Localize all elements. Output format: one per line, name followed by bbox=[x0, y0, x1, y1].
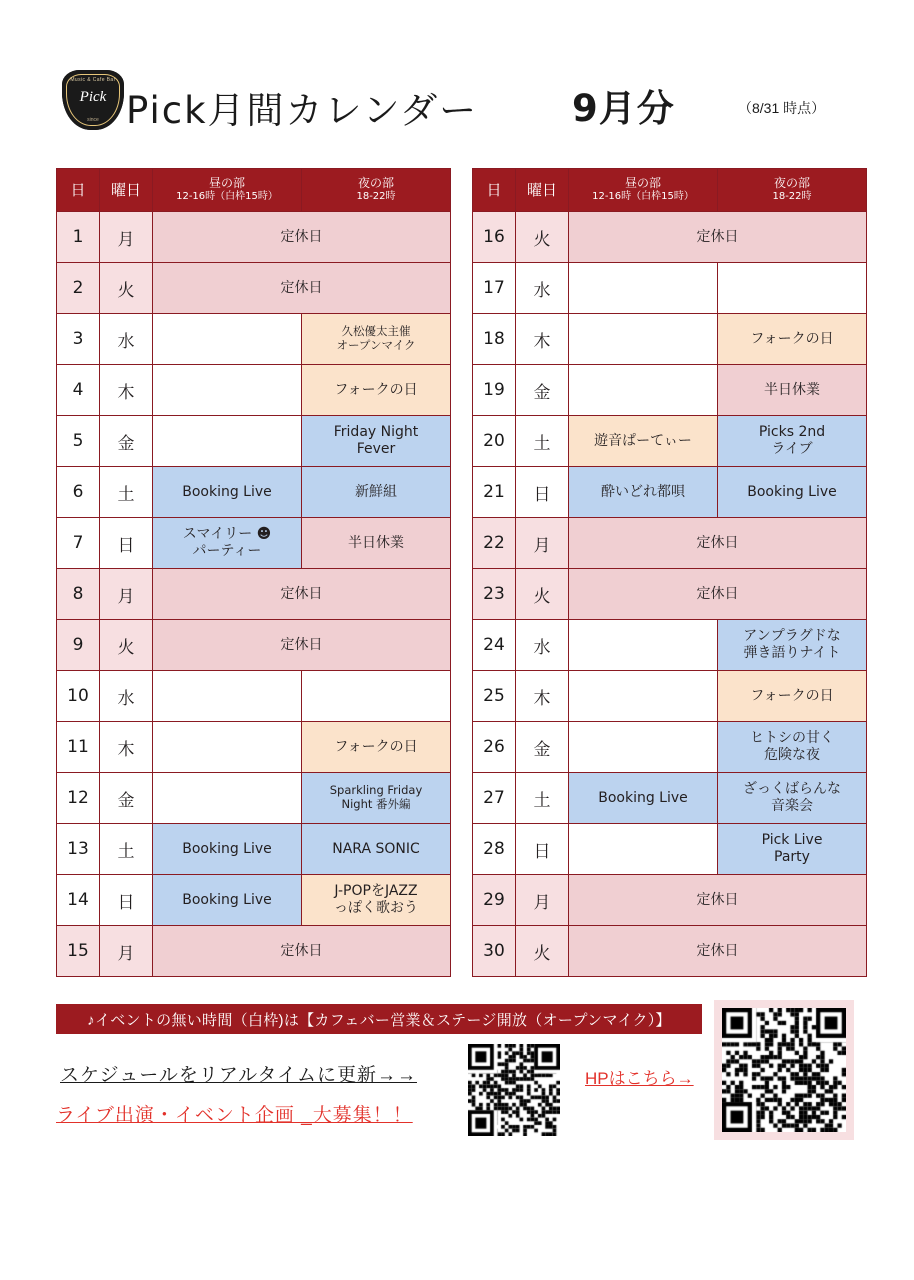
table-row bbox=[473, 569, 867, 620]
header-day: 日 bbox=[57, 169, 100, 212]
month-label: 9月分 bbox=[572, 87, 675, 130]
header-night: 夜の部 18-22時 bbox=[302, 169, 451, 212]
cell-day: 6 bbox=[57, 467, 100, 518]
cell-closed: 定休日 bbox=[569, 569, 867, 620]
cell-noon bbox=[569, 824, 718, 875]
cell-noon: Booking Live bbox=[153, 875, 302, 926]
cell-dow: 水 bbox=[516, 620, 569, 671]
table-row bbox=[57, 926, 451, 977]
table-row bbox=[473, 518, 867, 569]
cell-night: Friday Night Fever bbox=[302, 416, 451, 467]
cell-night: Picks 2nd ライブ bbox=[718, 416, 867, 467]
table-row bbox=[57, 518, 451, 569]
cell-dow: 水 bbox=[100, 314, 153, 365]
cell-day: 19 bbox=[473, 365, 516, 416]
cell-dow: 月 bbox=[100, 926, 153, 977]
cell-day: 9 bbox=[57, 620, 100, 671]
header-day: 日 bbox=[473, 169, 516, 212]
table-row bbox=[473, 773, 867, 824]
cell-night: フォークの日 bbox=[718, 314, 867, 365]
cell-night: フォークの日 bbox=[302, 722, 451, 773]
table-row bbox=[473, 263, 867, 314]
cell-night: Pick Live Party bbox=[718, 824, 867, 875]
cell-dow: 火 bbox=[516, 212, 569, 263]
cell-day: 12 bbox=[57, 773, 100, 824]
cell-night: NARA SONIC bbox=[302, 824, 451, 875]
cell-dow: 月 bbox=[100, 212, 153, 263]
cell-closed: 定休日 bbox=[153, 212, 451, 263]
cell-day: 15 bbox=[57, 926, 100, 977]
table-row bbox=[57, 620, 451, 671]
table-row bbox=[57, 722, 451, 773]
cell-night: ヒトシの甘く 危険な夜 bbox=[718, 722, 867, 773]
cell-day: 22 bbox=[473, 518, 516, 569]
cell-day: 20 bbox=[473, 416, 516, 467]
cell-day: 18 bbox=[473, 314, 516, 365]
cell-noon bbox=[153, 365, 302, 416]
cell-day: 16 bbox=[473, 212, 516, 263]
hp-link-label[interactable]: HPはこちら→ bbox=[585, 1069, 694, 1088]
table-row bbox=[473, 314, 867, 365]
cell-day: 27 bbox=[473, 773, 516, 824]
cell-noon bbox=[569, 671, 718, 722]
cell-day: 5 bbox=[57, 416, 100, 467]
cell-day: 28 bbox=[473, 824, 516, 875]
cell-dow: 土 bbox=[516, 416, 569, 467]
cell-day: 29 bbox=[473, 875, 516, 926]
cell-noon: Booking Live bbox=[153, 824, 302, 875]
table-row bbox=[57, 773, 451, 824]
cell-dow: 水 bbox=[516, 263, 569, 314]
cell-night: 半日休業 bbox=[718, 365, 867, 416]
cell-dow: 木 bbox=[516, 314, 569, 365]
cell-day: 7 bbox=[57, 518, 100, 569]
cell-closed: 定休日 bbox=[569, 518, 867, 569]
cell-dow: 月 bbox=[516, 518, 569, 569]
table-row bbox=[57, 569, 451, 620]
logo-bottom-text: since bbox=[87, 117, 99, 123]
cell-dow: 木 bbox=[100, 365, 153, 416]
cell-closed: 定休日 bbox=[569, 926, 867, 977]
cell-noon: スマイリー ☻ パーティー bbox=[153, 518, 302, 569]
cell-night: 新鮮組 bbox=[302, 467, 451, 518]
table-row bbox=[473, 212, 867, 263]
cell-noon: Booking Live bbox=[569, 773, 718, 824]
cell-night: アンプラグドな 弾き語りナイト bbox=[718, 620, 867, 671]
page-title: Pick月間カレンダー bbox=[126, 89, 479, 132]
table-row bbox=[57, 671, 451, 722]
cell-night: J-POPをJAZZ っぽく歌おう bbox=[302, 875, 451, 926]
table-row bbox=[473, 671, 867, 722]
cell-day: 23 bbox=[473, 569, 516, 620]
cell-noon bbox=[569, 314, 718, 365]
cell-dow: 日 bbox=[516, 467, 569, 518]
cell-dow: 木 bbox=[100, 722, 153, 773]
as-of-note: （8/31 時点） bbox=[738, 100, 826, 116]
recruit-link[interactable]: ライブ出演・イベント企画 _大募集！！ bbox=[56, 1105, 413, 1126]
table-row bbox=[473, 722, 867, 773]
cell-noon: 酔いどれ都唄 bbox=[569, 467, 718, 518]
table-row bbox=[473, 875, 867, 926]
calendar-table-first-half bbox=[56, 168, 451, 977]
cell-day: 1 bbox=[57, 212, 100, 263]
cell-dow: 火 bbox=[100, 620, 153, 671]
table-row bbox=[473, 824, 867, 875]
cell-day: 10 bbox=[57, 671, 100, 722]
table-row bbox=[473, 620, 867, 671]
table-row bbox=[473, 416, 867, 467]
cell-dow: 金 bbox=[516, 722, 569, 773]
cell-closed: 定休日 bbox=[569, 212, 867, 263]
cell-night bbox=[718, 263, 867, 314]
cell-dow: 日 bbox=[516, 824, 569, 875]
cell-closed: 定休日 bbox=[153, 263, 451, 314]
cell-noon bbox=[153, 314, 302, 365]
cell-day: 4 bbox=[57, 365, 100, 416]
cell-noon bbox=[569, 263, 718, 314]
cell-noon: 遊音ぱーてぃー bbox=[569, 416, 718, 467]
qr-code-hp[interactable] bbox=[722, 1008, 846, 1132]
table-row bbox=[57, 875, 451, 926]
cell-night: ざっくばらんな 音楽会 bbox=[718, 773, 867, 824]
table-row bbox=[57, 365, 451, 416]
table-row bbox=[57, 212, 451, 263]
cell-dow: 火 bbox=[100, 263, 153, 314]
cell-day: 14 bbox=[57, 875, 100, 926]
table-row bbox=[57, 824, 451, 875]
cell-dow: 月 bbox=[100, 569, 153, 620]
table-row bbox=[57, 263, 451, 314]
footer-banner: ♪イベントの無い時間（白枠)は【カフェバー営業＆ステージ開放（オープンマイク）】 bbox=[56, 1004, 702, 1034]
table-row bbox=[57, 467, 451, 518]
cell-dow: 水 bbox=[100, 671, 153, 722]
cell-night: Sparkling Friday Night 番外編 bbox=[302, 773, 451, 824]
cell-day: 17 bbox=[473, 263, 516, 314]
cell-night: フォークの日 bbox=[718, 671, 867, 722]
logo-top-text: Music & Cafe Bar bbox=[70, 77, 116, 83]
cell-day: 2 bbox=[57, 263, 100, 314]
cell-dow: 金 bbox=[516, 365, 569, 416]
cell-noon bbox=[153, 671, 302, 722]
page-header bbox=[0, 70, 914, 150]
cell-day: 3 bbox=[57, 314, 100, 365]
table-row bbox=[57, 314, 451, 365]
pick-logo bbox=[62, 70, 124, 132]
cell-night: フォークの日 bbox=[302, 365, 451, 416]
cell-noon: Booking Live bbox=[153, 467, 302, 518]
qr-code-schedule[interactable] bbox=[468, 1044, 560, 1136]
table-row bbox=[473, 926, 867, 977]
cell-night bbox=[302, 671, 451, 722]
cell-noon bbox=[569, 620, 718, 671]
schedule-link[interactable]: スケジュールをリアルタイムに更新→→ bbox=[60, 1065, 417, 1086]
cell-dow: 火 bbox=[516, 926, 569, 977]
cell-day: 8 bbox=[57, 569, 100, 620]
cell-noon bbox=[153, 722, 302, 773]
header-night: 夜の部 18-22時 bbox=[718, 169, 867, 212]
calendar-table-second-half bbox=[472, 168, 867, 977]
table-row bbox=[473, 467, 867, 518]
cell-noon bbox=[569, 722, 718, 773]
cell-dow: 日 bbox=[100, 518, 153, 569]
cell-night: 半日休業 bbox=[302, 518, 451, 569]
cell-day: 13 bbox=[57, 824, 100, 875]
cell-dow: 土 bbox=[516, 773, 569, 824]
table-row bbox=[57, 416, 451, 467]
header-dow: 曜日 bbox=[516, 169, 569, 212]
cell-dow: 土 bbox=[100, 824, 153, 875]
cell-closed: 定休日 bbox=[153, 620, 451, 671]
cell-dow: 木 bbox=[516, 671, 569, 722]
cell-noon bbox=[153, 416, 302, 467]
header-dow: 曜日 bbox=[100, 169, 153, 212]
cell-day: 24 bbox=[473, 620, 516, 671]
cell-noon bbox=[153, 773, 302, 824]
cell-closed: 定休日 bbox=[153, 569, 451, 620]
cell-day: 26 bbox=[473, 722, 516, 773]
cell-dow: 日 bbox=[100, 875, 153, 926]
cell-day: 11 bbox=[57, 722, 100, 773]
cell-night: Booking Live bbox=[718, 467, 867, 518]
header-noon: 昼の部 12-16時（白枠15時） bbox=[153, 169, 302, 212]
cell-day: 25 bbox=[473, 671, 516, 722]
table-row bbox=[473, 365, 867, 416]
cell-closed: 定休日 bbox=[569, 875, 867, 926]
header-noon: 昼の部 12-16時（白枠15時） bbox=[569, 169, 718, 212]
cell-noon bbox=[569, 365, 718, 416]
cell-dow: 金 bbox=[100, 416, 153, 467]
cell-night: 久松優太主催 オープンマイク bbox=[302, 314, 451, 365]
cell-dow: 金 bbox=[100, 773, 153, 824]
cell-dow: 火 bbox=[516, 569, 569, 620]
logo-name: Pick bbox=[79, 89, 107, 105]
cell-day: 21 bbox=[473, 467, 516, 518]
cell-closed: 定休日 bbox=[153, 926, 451, 977]
cell-dow: 月 bbox=[516, 875, 569, 926]
cell-dow: 土 bbox=[100, 467, 153, 518]
cell-day: 30 bbox=[473, 926, 516, 977]
